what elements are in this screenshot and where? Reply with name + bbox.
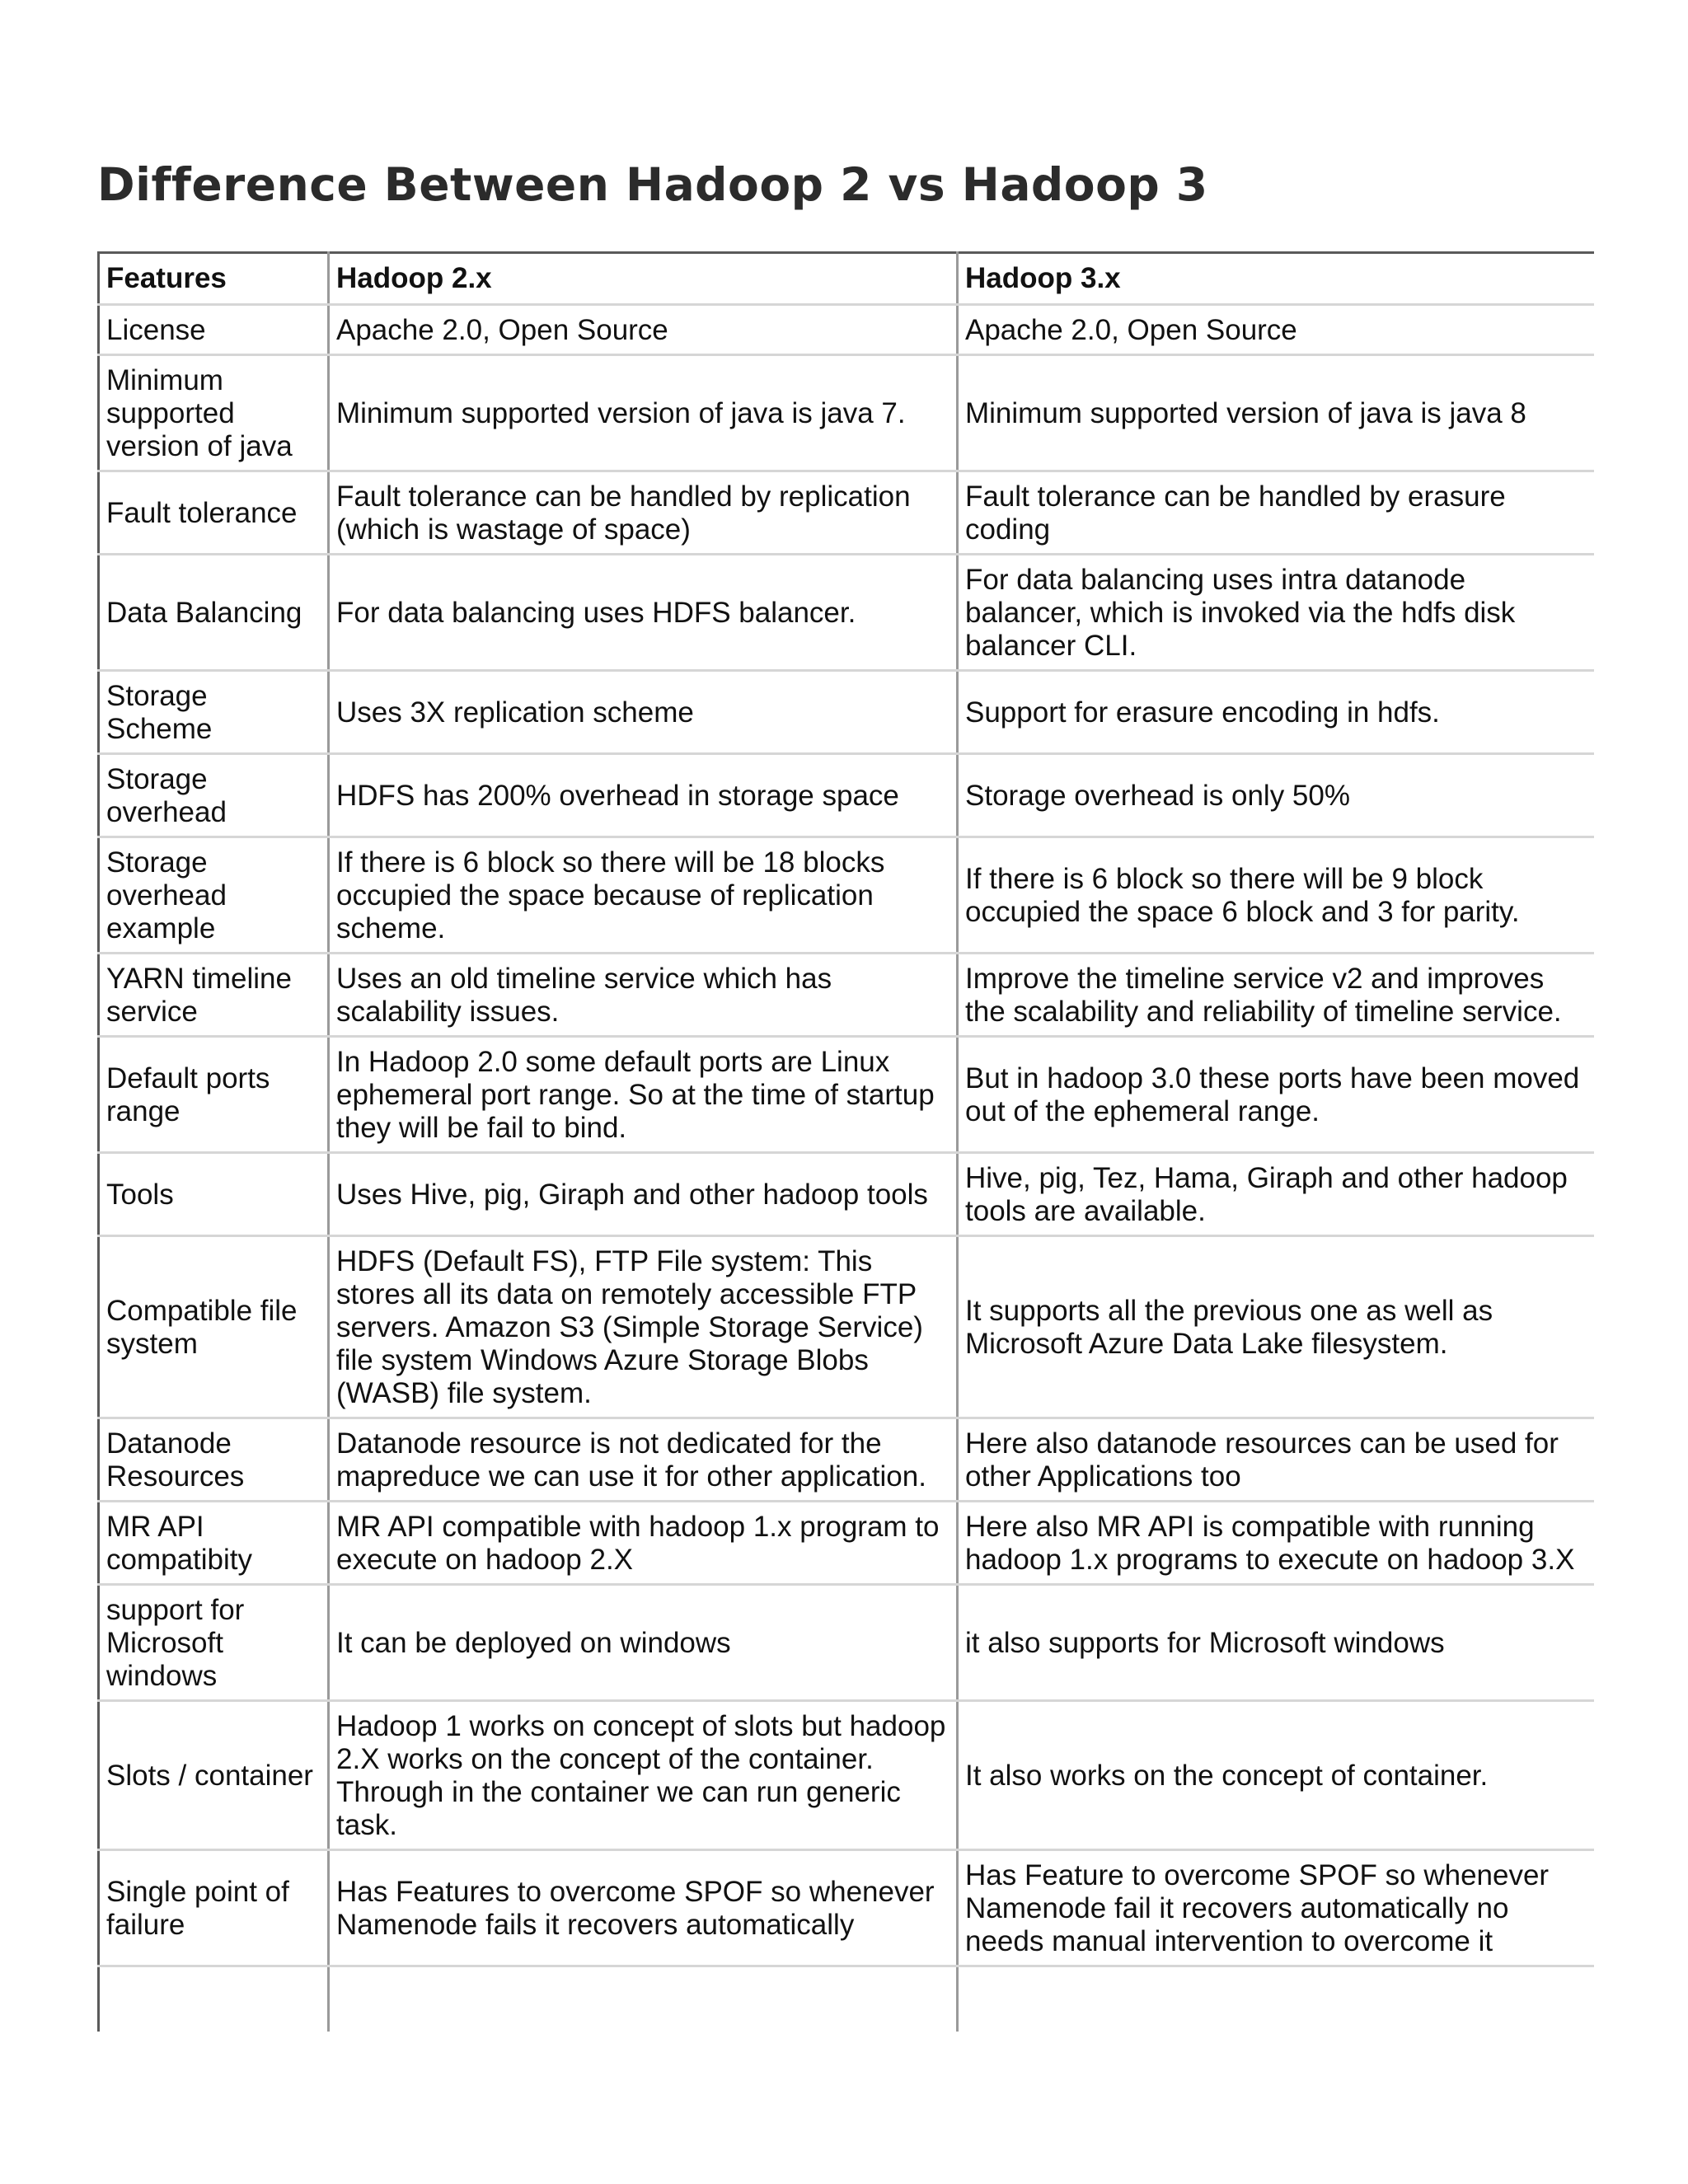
feature-cell: Storage overhead [99, 754, 329, 837]
table-row [99, 1701, 1595, 1850]
header-hadoop-3: Hadoop 3.x [958, 253, 1595, 305]
table-row [99, 355, 1595, 471]
table-row [99, 471, 1595, 555]
hadoop3-cell: it also supports for Microsoft windows [958, 1585, 1595, 1701]
hadoop2-cell: If there is 6 block so there will be 18 blocks occupied the space because of replication scheme. [329, 837, 958, 954]
feature-cell: Storage overhead example [99, 837, 329, 954]
table-row [99, 1850, 1595, 1966]
feature-cell: Datanode Resources [99, 1418, 329, 1502]
hadoop2-cell: It can be deployed on windows [329, 1585, 958, 1701]
comparison-table-container [97, 251, 1594, 2081]
table-row [99, 837, 1595, 954]
empty-cell [329, 1966, 958, 2032]
table-row [99, 305, 1595, 355]
hadoop2-cell: In Hadoop 2.0 some default ports are Linux ephemeral port range. So at the time of startup they will be fail to bind. [329, 1037, 958, 1153]
hadoop3-cell: It also works on the concept of container. [958, 1701, 1595, 1850]
feature-cell: Single point of failure [99, 1850, 329, 1966]
hadoop3-cell: Fault tolerance can be handled by erasure coding [958, 471, 1595, 555]
table-row [99, 1585, 1595, 1701]
table-row-continued [99, 1966, 1595, 2032]
hadoop3-cell: If there is 6 block so there will be 9 block occupied the space 6 block and 3 for parity. [958, 837, 1595, 954]
hadoop3-cell: Minimum supported version of java is java 8 [958, 355, 1595, 471]
hadoop2-cell: Minimum supported version of java is java 7. [329, 355, 958, 471]
hadoop3-cell: Here also datanode resources can be used for other Applications too [958, 1418, 1595, 1502]
hadoop2-cell: For data balancing uses HDFS balancer. [329, 555, 958, 671]
hadoop3-cell: Improve the timeline service v2 and improves the scalability and reliability of timeline service. [958, 954, 1595, 1037]
hadoop2-cell: Has Features to overcome SPOF so whenever Namenode fails it recovers automatically [329, 1850, 958, 1966]
header-features: Features [99, 253, 329, 305]
hadoop2-cell: Apache 2.0, Open Source [329, 305, 958, 355]
hadoop2-cell: HDFS has 200% overhead in storage space [329, 754, 958, 837]
hadoop3-cell: Support for erasure encoding in hdfs. [958, 671, 1595, 754]
feature-cell: Slots / container [99, 1701, 329, 1850]
table-header-row [99, 253, 1595, 305]
hadoop2-cell: Hadoop 1 works on concept of slots but hadoop 2.X works on the concept of the container. Through in the container we can run generic task. [329, 1701, 958, 1850]
hadoop2-cell: Uses Hive, pig, Giraph and other hadoop tools [329, 1153, 958, 1236]
comparison-table [97, 251, 1594, 2032]
empty-cell [99, 1966, 329, 2032]
header-hadoop-2: Hadoop 2.x [329, 253, 958, 305]
feature-cell: YARN timeline service [99, 954, 329, 1037]
hadoop2-cell: MR API compatible with hadoop 1.x program to execute on hadoop 2.X [329, 1502, 958, 1585]
feature-cell: Data Balancing [99, 555, 329, 671]
table-row [99, 1236, 1595, 1418]
feature-cell: License [99, 305, 329, 355]
feature-cell: support for Microsoft windows [99, 1585, 329, 1701]
hadoop3-cell: But in hadoop 3.0 these ports have been moved out of the ephemeral range. [958, 1037, 1595, 1153]
hadoop2-cell: Uses 3X replication scheme [329, 671, 958, 754]
feature-cell: Storage Scheme [99, 671, 329, 754]
table-row [99, 954, 1595, 1037]
hadoop3-cell: Apache 2.0, Open Source [958, 305, 1595, 355]
table-row [99, 1418, 1595, 1502]
hadoop2-cell: Fault tolerance can be handled by replication (which is wastage of space) [329, 471, 958, 555]
feature-cell: Default ports range [99, 1037, 329, 1153]
table-row [99, 555, 1595, 671]
hadoop3-cell: Storage overhead is only 50% [958, 754, 1595, 837]
hadoop3-cell: It supports all the previous one as well as Microsoft Azure Data Lake filesystem. [958, 1236, 1595, 1418]
feature-cell: MR API compatibity [99, 1502, 329, 1585]
table-row [99, 754, 1595, 837]
hadoop2-cell: Datanode resource is not dedicated for the mapreduce we can use it for other application. [329, 1418, 958, 1502]
feature-cell: Fault tolerance [99, 471, 329, 555]
hadoop3-cell: Here also MR API is compatible with running hadoop 1.x programs to execute on hadoop 3.X [958, 1502, 1595, 1585]
feature-cell: Minimum supported version of java [99, 355, 329, 471]
feature-cell: Tools [99, 1153, 329, 1236]
empty-cell [958, 1966, 1595, 2032]
table-row [99, 671, 1595, 754]
feature-cell: Compatible file system [99, 1236, 329, 1418]
hadoop2-cell: HDFS (Default FS), FTP File system: This stores all its data on remotely accessible FTP servers. Amazon S3 (Simple Storage Service) file system Windows Azure Storage Blobs (WASB) file system. [329, 1236, 958, 1418]
table-row [99, 1153, 1595, 1236]
hadoop3-cell: For data balancing uses intra datanode balancer, which is invoked via the hdfs disk balancer CLI. [958, 555, 1595, 671]
hadoop3-cell: Hive, pig, Tez, Hama, Giraph and other hadoop tools are available. [958, 1153, 1595, 1236]
page-title: Difference Between Hadoop 2 vs Hadoop 3 [97, 158, 1208, 211]
hadoop2-cell: Uses an old timeline service which has scalability issues. [329, 954, 958, 1037]
table-row [99, 1037, 1595, 1153]
table-row [99, 1502, 1595, 1585]
hadoop3-cell: Has Feature to overcome SPOF so whenever Namenode fail it recovers automatically no needs manual intervention to overcome it [958, 1850, 1595, 1966]
